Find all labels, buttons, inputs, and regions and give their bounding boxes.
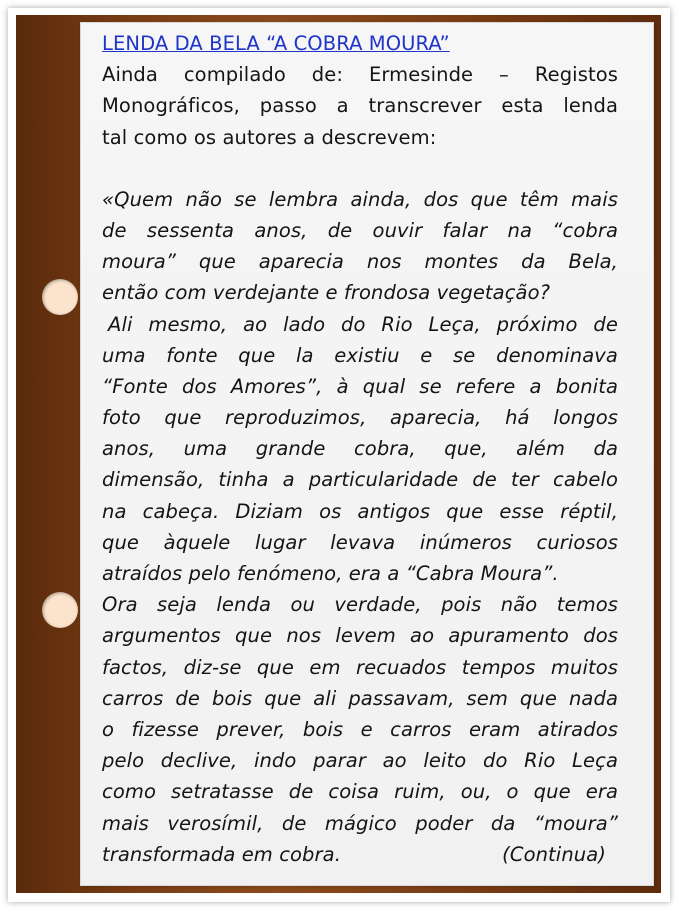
binder-hole-top [42,279,78,315]
quote-line: atraídos pelo fenómeno, era a “Cabra Moura”. [102,562,559,586]
quote-line: dimensão, tinha a particularidade de ter cabelo [102,468,618,492]
legend-quote [102,184,618,870]
document-title: LENDA DA BELA “A COBRA MOURA” [102,32,450,55]
quote-line: moura” que aparecia nos montes da Bela, [102,250,618,274]
binder-hole-bottom [42,592,78,628]
intro-line: tal como os autores a descrevem: [102,125,437,149]
quote-line: na cabeça. Diziam os antigos que esse réptil, [102,499,618,523]
quote-line: “Fonte dos Amores”, à qual se refere a bonita [102,374,618,398]
quote-line: como setratasse de coisa ruim, ou, o que era [102,780,618,804]
quote-line: carros de bois que ali passavam, sem que nada [102,686,618,710]
intro-line: Monográficos, passo a transcrever esta lenda [102,94,618,118]
quote-line: argumentos que nos levem ao apuramento dos [102,624,618,648]
quote-line: «Quem não se lembra ainda, dos que têm mais [102,187,618,211]
quote-line: que àquele lugar levava inúmeros curiosos [102,530,618,554]
quote-line: então com verdejante e frondosa vegetação? [102,281,551,305]
quote-line: de sessenta anos, de ouvir falar na “cobra [102,218,618,242]
closing-text: transformada em cobra. [102,842,341,866]
document-body [102,28,618,870]
quote-line: pelo declive, indo parar ao leito do Rio Leça [102,749,618,773]
quote-line: mais verosímil, de mágico poder da “moura” [102,811,618,835]
quote-line: anos, uma grande cobra, que, além da [102,437,618,461]
quote-line: o fizesse prever, bois e carros eram atirados [102,717,618,741]
continua-label: (Continua) [502,842,606,866]
quote-line: uma fonte que la existiu e se denominava [102,343,618,367]
quote-line: factos, diz-se que em recuados tempos muitos [102,655,618,679]
intro-paragraph [102,59,618,153]
quote-line: Ali mesmo, ao lado do Rio Leça, próximo de [108,312,618,336]
paragraph-gap [102,153,618,184]
closing-line [102,839,618,870]
intro-line: Ainda compilado de: Ermesinde – Registos [102,63,618,87]
quote-line: Ora seja lenda ou verdade, pois não temos [102,593,618,617]
quote-line: foto que reproduzimos, aparecia, há longos [102,406,618,430]
